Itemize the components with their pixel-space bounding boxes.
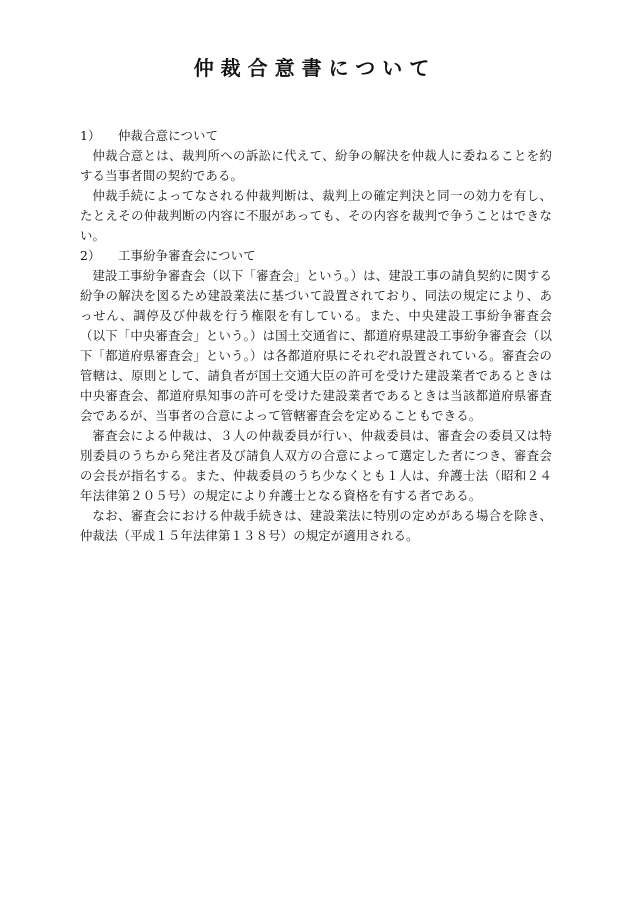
section-heading-text: 工事紛争審査会について xyxy=(118,248,256,263)
paragraph: 仲裁合意とは、裁判所への訴訟に代えて、紛争の解決を仲裁人に委ねることを約する当事者間の契約である。 xyxy=(80,148,552,183)
document-body xyxy=(80,126,552,546)
section-heading-text: 仲裁合意について xyxy=(118,128,219,143)
section-heading-dispute-committee xyxy=(80,246,552,266)
section-number: 1） xyxy=(80,128,101,143)
paragraph: 建設工事紛争審査会（以下「審査会」という。）は、建設工事の請負契約に関する紛争の解決を図るため建設業法に基づいて設置されており、同法の規定により、あっせん、調停及び仲裁を行う権限を有している。また、中央建設工事紛争審査会（以下「中央審査会」という。）は国土交通省に、都道府県建設工事紛争審査会（以下「都道府県審査会」という。）は各都道府県にそれぞれ設置されている。審査会の管轄は、原則として、請負者が国土交通大臣の許可を受けた建設業者であるときは中央審査会、都道府県知事の許可を受けた建設業者であるときは当該都道府県審査会であるが、当事者の合意によって管轄審査会を定めることもできる。 xyxy=(80,268,552,423)
paragraph: 仲裁手続によってなされる仲裁判断は、裁判上の確定判決と同一の効力を有し、たとえその仲裁判断の内容に不服があっても、その内容を裁判で争うことはできない。 xyxy=(80,188,552,243)
paragraph: 審査会による仲裁は、３人の仲裁委員が行い、仲裁委員は、審査会の委員又は特別委員のうちから発注者及び請負人双方の合意によって選定した者につき、審査会の会長が指名する。また、仲裁委員のうち少なくとも１人は、弁護士法（昭和２４年法律第２０５号）の規定により弁護士となる資格を有する者である。 xyxy=(80,428,552,503)
paragraph: なお、審査会における仲裁手続きは、建設業法に特別の定めがある場合を除き、仲裁法（平成１５年法律第１３８号）の規定が適用される。 xyxy=(80,508,552,543)
section-heading-arbitration-agreement xyxy=(80,126,552,146)
page-title: 仲裁合意書について xyxy=(193,56,437,80)
section-number: 2） xyxy=(80,248,101,263)
